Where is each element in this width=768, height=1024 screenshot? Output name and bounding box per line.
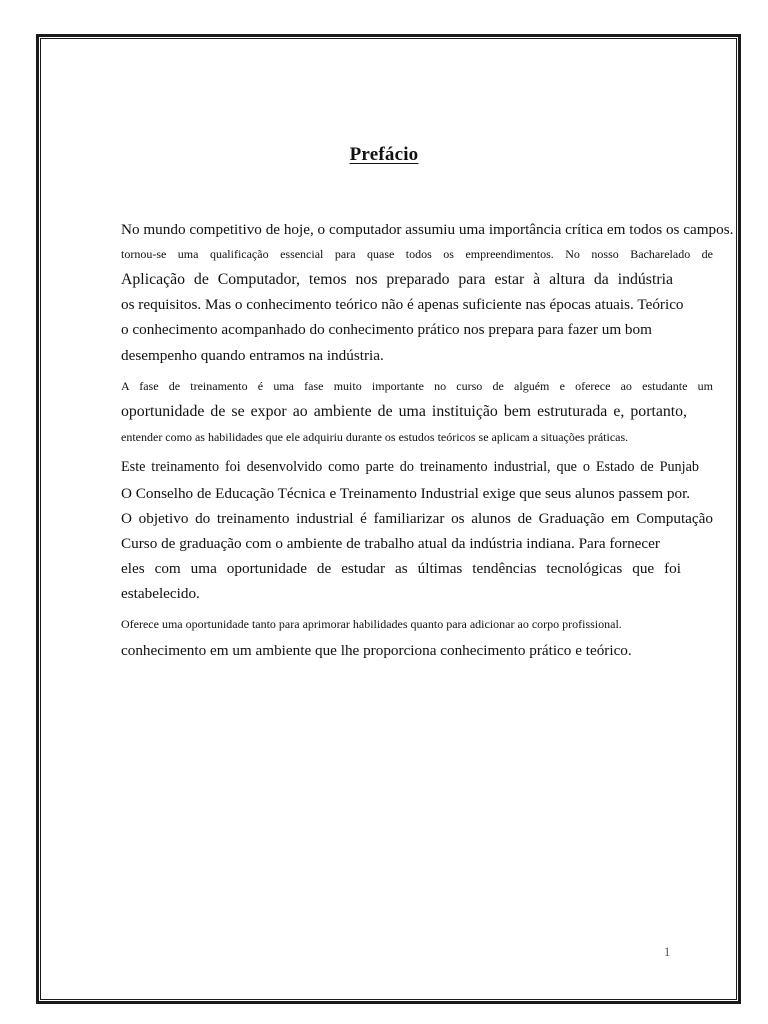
paragraph-2-line-1: A fase de treinamento é uma fase muito importante no curso de alguém e oferece ao estudante um bbox=[121, 379, 713, 393]
paragraph-4-line-2: conhecimento em um ambiente que lhe proporciona conhecimento prático e teórico. bbox=[121, 642, 632, 659]
paragraph-3-line-3: O objetivo do treinamento industrial é familiarizar os alunos de Graduação em Computação bbox=[121, 510, 713, 527]
paragraph-3-line-1: Este treinamento foi desenvolvido como parte do treinamento industrial, que o Estado de Punjab bbox=[121, 459, 699, 475]
paragraph-4-line-1: Oferece uma oportunidade tanto para aprimorar habilidades quanto para adicionar ao corpo profissional. bbox=[121, 617, 622, 631]
paragraph-3-line-5: eles com uma oportunidade de estudar as últimas tendências tecnológicas que foi bbox=[121, 560, 681, 577]
paragraph-3-line-2: O Conselho de Educação Técnica e Treinamento Industrial exige que seus alunos passem por. bbox=[121, 485, 691, 502]
paragraph-1-line-1: No mundo competitivo de hoje, o computador assumiu uma importância crítica em todos os campos. bbox=[121, 221, 734, 238]
paragraph-3-line-4: Curso de graduação com o ambiente de trabalho atual da indústria indiana. Para fornecer bbox=[121, 535, 660, 552]
paragraph-1-line-6: desempenho quando entramos na indústria. bbox=[121, 347, 384, 364]
paragraph-1-line-3: Aplicação de Computador, temos nos preparado para estar à altura da indústria bbox=[121, 271, 673, 288]
paragraph-1-line-2: tornou-se uma qualificação essencial para quase todos os empreendimentos. No nosso Bacharelado de bbox=[121, 247, 713, 261]
page-title: Prefácio bbox=[349, 144, 419, 165]
paragraph-3-line-6: estabelecido. bbox=[121, 585, 200, 602]
paragraph-2-line-3: entender como as habilidades que ele adquiriu durante os estudos teóricos se aplicam a situações práticas. bbox=[121, 430, 629, 444]
paragraph-1-line-4: os requisitos. Mas o conhecimento teórico não é apenas suficiente nas épocas atuais. Teórico bbox=[121, 296, 684, 313]
paragraph-2-line-2: oportunidade de se expor ao ambiente de uma instituição bem estruturada e, portanto, bbox=[121, 403, 687, 420]
paragraph-1-line-5: o conhecimento acompanhado do conhecimento prático nos prepara para fazer um bom bbox=[121, 321, 652, 338]
page-number: 1 bbox=[664, 945, 671, 959]
